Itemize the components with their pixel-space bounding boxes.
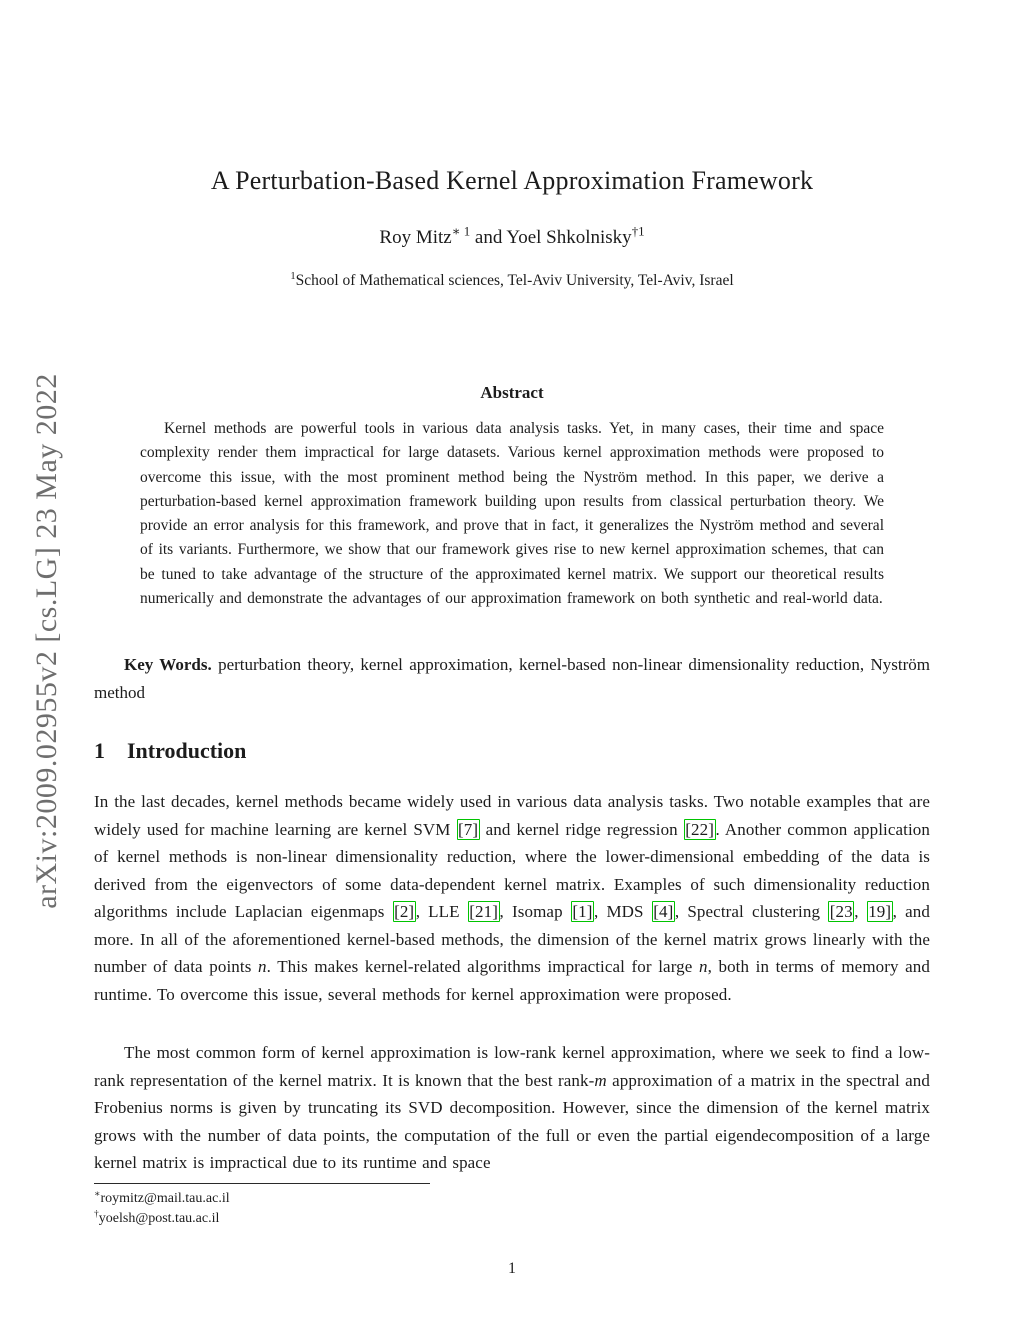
text-segment: Roy Mitz bbox=[379, 227, 452, 248]
section-number: 1 bbox=[94, 738, 105, 763]
citation-link[interactable]: [4] bbox=[653, 902, 674, 921]
text-segment: n bbox=[257, 957, 267, 976]
text-segment: and Yoel Shkolnisky bbox=[470, 227, 632, 248]
author-line bbox=[94, 223, 930, 249]
text-segment: In the last decades, kernel methods became widely used in various data analysis tasks. Two notable examples that are widely used for machine learning are kernel SVM bbox=[94, 792, 930, 839]
intro-paragraph-1 bbox=[94, 788, 930, 1008]
text-segment: The most common form of kernel approximation is low-rank kernel approximation, where we seek to find a low-rank representation of the kernel matrix. It is known that the best rank- bbox=[94, 1043, 930, 1090]
intro-paragraph-2 bbox=[94, 1039, 930, 1177]
text-segment: . Another common application of kernel methods is non-linear dimensionality reduction, where the lower-dimensional embedding of the data is derived from the eigenvectors of some data-dependent kernel matrix. Examples of such dimensionality reduction algorithms include Laplacian eigenmaps bbox=[94, 819, 931, 921]
citation-link[interactable]: [7] bbox=[458, 819, 479, 839]
footnote-rule bbox=[94, 1183, 430, 1184]
text-segment: , both in terms of memory and runtime. To overcome this issue, several methods for kernel approximation were proposed. bbox=[94, 957, 930, 1004]
text-segment: roymitz@mail.tau.ac.il bbox=[100, 1191, 230, 1206]
section-title: Introduction bbox=[127, 738, 247, 763]
text-segment: perturbation theory, kernel approximation, kernel-based non-linear dimensionality reduction, Nyström method bbox=[94, 655, 930, 702]
abstract-body: Kernel methods are powerful tools in various data analysis tasks. Yet, in many cases, their time and space complexity render them impractical for large datasets. Various kernel approximation methods were proposed to overcome this issue, with the most prominent method being the Nyström method. In this paper, we derive a perturbation-based kernel approximation framework building upon results from classical perturbation theory. We provide an error analysis for this framework, and prove that in fact, it generalizes the Nyström method and several of its variants. Furthermore, we show that our framework gives rise to new kernel approximation schemes, that can be tuned to take advantage of the structure of the approximated kernel matrix. We support our theoretical results numerically and demonstrate the advantages of our approximation framework on both synthetic and real-world data. bbox=[140, 420, 884, 608]
citation-link[interactable]: [1] bbox=[572, 902, 593, 921]
text-segment: Key Words. bbox=[124, 655, 212, 674]
text-segment: , Spectral clustering bbox=[674, 902, 829, 921]
text-segment: †1 bbox=[631, 223, 645, 239]
text-segment: yoelsh@post.tau.ac.il bbox=[98, 1210, 220, 1226]
text-segment: † bbox=[94, 1208, 99, 1219]
text-segment: 1 bbox=[290, 270, 296, 282]
text-segment: approximation of a matrix in the spectral and Frobenius norms is given by truncating its SVD decomposition. However, since the dimension of the kernel matrix grows with the number of data points, the computation of the full or even the partial eigendecomposition of a large kernel matrix is impractical due to its runtime and space bbox=[94, 1070, 930, 1172]
footnote-email-2 bbox=[94, 1209, 930, 1229]
citation-link[interactable]: [22] bbox=[685, 819, 715, 839]
paper-title: A Perturbation-Based Kernel Approximation Framework bbox=[210, 166, 814, 195]
citation-link[interactable]: [21] bbox=[469, 902, 499, 921]
keywords-paragraph bbox=[94, 651, 930, 706]
citation-link[interactable]: [23 bbox=[829, 902, 853, 921]
footnotes bbox=[94, 1189, 930, 1228]
affiliation-line bbox=[94, 272, 930, 290]
footnote-email-1 bbox=[94, 1189, 930, 1209]
section-heading-introduction bbox=[94, 738, 930, 764]
text-segment: ∗ 1 bbox=[451, 223, 471, 239]
text-segment: and kernel ridge regression bbox=[479, 819, 684, 839]
arxiv-stamp: arXiv:2009.02955v2 [cs.LG] 23 May 2022 bbox=[30, 373, 63, 909]
text-segment: m bbox=[594, 1070, 607, 1090]
citation-link[interactable]: [2] bbox=[394, 902, 415, 921]
text-segment: , MDS bbox=[593, 902, 652, 921]
text-segment: ∗ bbox=[94, 1189, 101, 1200]
citation-link[interactable]: 19] bbox=[868, 902, 892, 921]
text-segment: n bbox=[698, 957, 708, 976]
abstract-heading: Abstract bbox=[480, 383, 544, 402]
text-segment: , LLE bbox=[415, 902, 468, 921]
text-segment: . This makes kernel-related algorithms impractical for large bbox=[266, 957, 699, 976]
text-segment: , bbox=[854, 902, 867, 921]
text-segment: School of Mathematical sciences, Tel-Aviv University, Tel-Aviv, Israel bbox=[295, 272, 734, 289]
page-number: 1 bbox=[508, 1260, 516, 1277]
text-segment: , and more. In all of the aforementioned kernel-based methods, the dimension of the kernel matrix grows linearly with the number of data points bbox=[94, 902, 930, 976]
text-segment: , Isomap bbox=[499, 902, 571, 921]
